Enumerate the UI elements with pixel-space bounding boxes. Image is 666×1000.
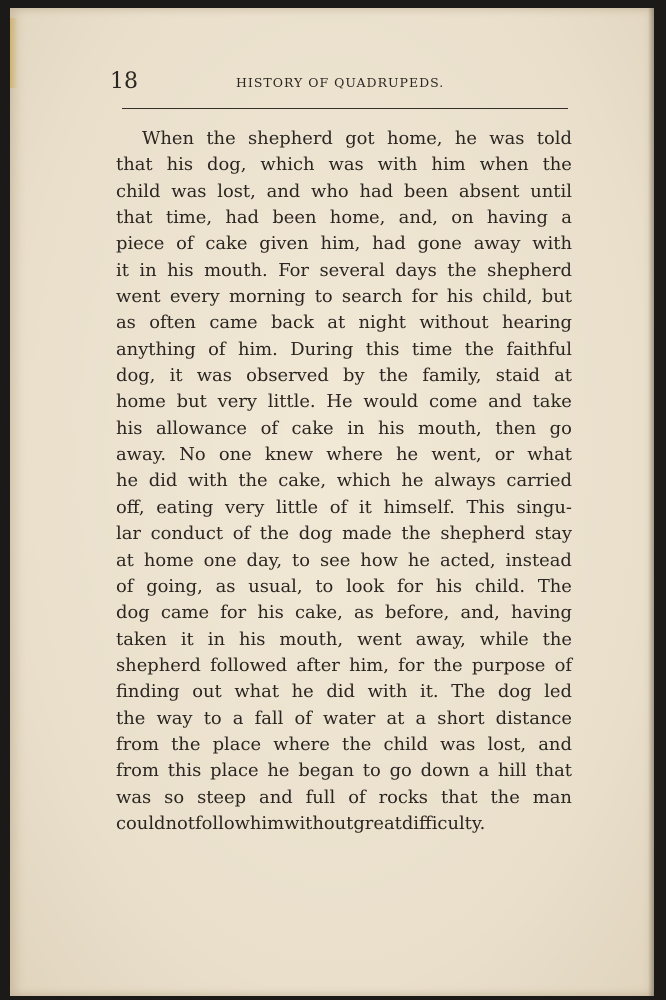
text-word: He bbox=[326, 391, 353, 413]
text-word: child, bbox=[482, 286, 533, 308]
text-word: time, bbox=[165, 207, 213, 229]
text-word: carried bbox=[506, 470, 572, 492]
text-line bbox=[116, 758, 572, 784]
text-word: and bbox=[538, 733, 572, 755]
text-line bbox=[116, 548, 572, 574]
text-word: the bbox=[342, 733, 372, 755]
text-word: where bbox=[326, 444, 383, 466]
text-word: then bbox=[495, 417, 537, 439]
text-word: before, bbox=[385, 602, 450, 624]
page-number: 18 bbox=[110, 69, 138, 94]
text-word: went bbox=[116, 286, 161, 308]
text-word: that bbox=[440, 786, 478, 808]
text-word: place bbox=[212, 733, 262, 755]
text-word: that bbox=[535, 760, 572, 782]
text-word: in bbox=[139, 259, 157, 281]
text-word: away. bbox=[116, 444, 167, 466]
text-word: every bbox=[169, 286, 220, 308]
text-word: look bbox=[346, 575, 385, 597]
text-word: what bbox=[234, 681, 280, 703]
text-word: shepherd bbox=[487, 259, 572, 281]
text-word: off, bbox=[116, 496, 145, 518]
text-word: without bbox=[419, 312, 489, 334]
text-word: the bbox=[116, 707, 146, 729]
text-word: him. bbox=[237, 338, 278, 360]
text-word: made bbox=[342, 523, 392, 545]
text-word: the bbox=[433, 654, 463, 676]
text-word: for bbox=[220, 602, 247, 624]
text-word: short bbox=[437, 707, 485, 729]
text-word: finding bbox=[116, 681, 180, 703]
text-line bbox=[116, 785, 572, 811]
text-word: it. bbox=[419, 681, 439, 703]
text-word: one bbox=[203, 549, 237, 571]
text-word: mouth, bbox=[418, 417, 482, 439]
text-word: dog bbox=[497, 681, 532, 703]
text-line bbox=[116, 732, 572, 758]
text-word: cake, bbox=[278, 470, 327, 492]
text-word: home, bbox=[329, 207, 386, 229]
text-word: it bbox=[116, 259, 129, 281]
text-line bbox=[116, 468, 572, 494]
text-word: go bbox=[549, 417, 572, 439]
text-word: could bbox=[116, 812, 166, 834]
text-word: the bbox=[464, 338, 494, 360]
text-word: lar bbox=[116, 523, 141, 545]
text-word: When bbox=[142, 128, 195, 149]
text-word: with bbox=[532, 233, 572, 255]
text-word: of bbox=[232, 523, 251, 545]
text-word: was bbox=[328, 154, 364, 176]
text-word: little. bbox=[267, 391, 316, 413]
body-text bbox=[116, 126, 572, 837]
text-word: staid bbox=[495, 365, 540, 387]
text-word: This bbox=[466, 496, 505, 518]
text-word: of bbox=[116, 575, 134, 597]
text-word: difficulty. bbox=[401, 812, 486, 834]
text-word: back bbox=[270, 312, 314, 334]
text-word: dog, bbox=[207, 154, 247, 176]
text-word: the bbox=[542, 154, 572, 176]
text-word: singu- bbox=[516, 496, 572, 518]
text-word: During bbox=[290, 338, 354, 360]
text-word: often bbox=[149, 312, 196, 334]
text-word: fall bbox=[254, 707, 284, 729]
text-word: a bbox=[561, 207, 572, 229]
text-word: to bbox=[203, 707, 222, 729]
text-word: home bbox=[116, 391, 166, 413]
text-word: purpose bbox=[471, 654, 546, 676]
text-word: water bbox=[323, 707, 376, 729]
text-word: and bbox=[266, 180, 301, 202]
text-word: of bbox=[329, 496, 348, 518]
text-word: his bbox=[435, 575, 463, 597]
text-word: had bbox=[359, 180, 394, 202]
text-word: of bbox=[208, 338, 226, 360]
text-word: steep bbox=[197, 786, 247, 808]
text-word: when bbox=[479, 154, 529, 176]
text-word: but bbox=[176, 391, 207, 413]
text-word: him bbox=[249, 812, 285, 834]
text-word: of bbox=[348, 786, 366, 808]
text-word: it bbox=[358, 496, 372, 518]
text-line bbox=[116, 179, 572, 205]
text-word: observed bbox=[246, 365, 329, 387]
text-word: came bbox=[209, 312, 258, 334]
text-word: followed bbox=[210, 654, 288, 676]
text-word: very bbox=[224, 496, 265, 518]
text-word: going, bbox=[146, 575, 203, 597]
text-word: great bbox=[353, 812, 402, 834]
text-word: the bbox=[238, 470, 268, 492]
text-word: allowance bbox=[156, 417, 247, 439]
text-line bbox=[116, 284, 572, 310]
text-word: a bbox=[415, 707, 427, 729]
text-word: a bbox=[232, 707, 244, 729]
text-word: he bbox=[407, 549, 430, 571]
text-word: or bbox=[494, 444, 515, 466]
header-rule bbox=[122, 108, 568, 109]
text-word: his bbox=[166, 154, 194, 176]
text-word: away bbox=[473, 233, 521, 255]
text-word: of bbox=[554, 654, 572, 676]
text-line bbox=[116, 574, 572, 600]
text-word: to bbox=[314, 286, 333, 308]
text-word: For bbox=[278, 259, 309, 281]
text-word: The bbox=[537, 575, 572, 597]
text-word: he bbox=[291, 681, 314, 703]
text-word: him, bbox=[320, 233, 361, 255]
text-word: did bbox=[326, 681, 355, 703]
text-word: morning bbox=[228, 286, 306, 308]
text-word: child. bbox=[474, 575, 526, 597]
text-word: without bbox=[284, 812, 354, 834]
text-word: The bbox=[451, 681, 486, 703]
text-word: taken bbox=[116, 628, 167, 650]
text-word: given bbox=[259, 233, 309, 255]
text-word: was bbox=[171, 180, 207, 202]
text-word: been bbox=[272, 207, 317, 229]
text-word: his bbox=[378, 417, 405, 439]
text-word: the bbox=[542, 628, 572, 650]
text-line bbox=[116, 310, 572, 336]
text-line bbox=[116, 205, 572, 231]
text-line bbox=[116, 521, 572, 547]
text-word: dog bbox=[116, 602, 150, 624]
text-word: day, bbox=[246, 549, 283, 571]
text-word: was bbox=[440, 733, 476, 755]
text-word: several bbox=[319, 259, 385, 281]
text-word: usual, bbox=[248, 575, 303, 597]
text-line bbox=[116, 389, 572, 415]
text-word: search bbox=[341, 286, 403, 308]
text-word: that bbox=[116, 207, 153, 229]
text-word: see bbox=[319, 549, 351, 571]
text-word: as bbox=[215, 575, 236, 597]
text-word: the bbox=[401, 523, 431, 545]
text-word: began bbox=[298, 760, 354, 782]
text-word: go bbox=[389, 760, 412, 782]
text-word: with bbox=[377, 154, 418, 176]
text-word: cake bbox=[291, 417, 334, 439]
text-word: was bbox=[116, 786, 152, 808]
text-word: at bbox=[327, 312, 346, 334]
text-word: stay bbox=[534, 523, 572, 545]
text-word: the bbox=[490, 786, 520, 808]
text-word: family, bbox=[422, 365, 482, 387]
text-word: the bbox=[259, 523, 290, 545]
text-word: went bbox=[357, 628, 402, 650]
text-word: and, bbox=[398, 207, 438, 229]
book-page bbox=[10, 8, 654, 996]
text-word: his bbox=[116, 417, 143, 439]
text-word: faithful bbox=[506, 338, 572, 360]
text-word: his bbox=[167, 259, 194, 281]
text-word: cake, bbox=[295, 602, 343, 624]
text-word: home bbox=[143, 549, 194, 571]
text-word: he bbox=[396, 444, 419, 466]
text-word: child bbox=[383, 733, 428, 755]
text-line bbox=[116, 706, 572, 732]
text-word: he bbox=[401, 470, 424, 492]
text-word: from bbox=[116, 760, 159, 782]
text-word: away, bbox=[415, 628, 466, 650]
text-word: it bbox=[169, 365, 183, 387]
text-word: to bbox=[292, 549, 310, 571]
text-word: him bbox=[431, 154, 466, 176]
text-word: to bbox=[362, 760, 381, 782]
text-word: conduct bbox=[150, 523, 224, 545]
text-word: in bbox=[207, 628, 225, 650]
text-line bbox=[116, 679, 572, 705]
text-word: got bbox=[345, 128, 375, 149]
text-word: him, bbox=[349, 654, 389, 676]
text-word: was bbox=[489, 128, 525, 149]
text-word: the bbox=[206, 128, 236, 149]
text-word: where bbox=[273, 733, 330, 755]
text-word: which bbox=[260, 154, 315, 176]
text-word: came bbox=[160, 602, 210, 624]
text-word: he bbox=[267, 760, 290, 782]
text-word: the bbox=[447, 259, 477, 281]
text-line bbox=[116, 653, 572, 679]
text-word: was bbox=[196, 365, 232, 387]
text-word: days bbox=[395, 259, 437, 281]
text-word: led bbox=[544, 681, 572, 703]
text-word: rocks bbox=[378, 786, 428, 808]
text-line bbox=[116, 495, 572, 521]
text-word: for bbox=[398, 654, 425, 676]
text-word: at bbox=[554, 365, 572, 387]
text-word: cake bbox=[205, 233, 248, 255]
text-line bbox=[116, 258, 572, 284]
text-word: with bbox=[187, 470, 228, 492]
text-word: told bbox=[536, 128, 572, 149]
text-line bbox=[116, 126, 572, 152]
text-word: little bbox=[276, 496, 319, 518]
text-word: No bbox=[179, 444, 206, 466]
text-word: out bbox=[192, 681, 222, 703]
text-word: with bbox=[367, 681, 408, 703]
text-word: at bbox=[116, 549, 134, 571]
text-word: man bbox=[532, 786, 572, 808]
text-word: had bbox=[372, 233, 406, 255]
text-word: for bbox=[411, 286, 438, 308]
text-line bbox=[116, 152, 572, 178]
text-word: which bbox=[336, 470, 391, 492]
text-word: full bbox=[305, 786, 336, 808]
text-word: a bbox=[478, 760, 490, 782]
text-word: take bbox=[532, 391, 572, 413]
text-word: his bbox=[257, 602, 284, 624]
text-line bbox=[116, 363, 572, 389]
text-word: the bbox=[171, 733, 201, 755]
text-word: piece bbox=[116, 233, 165, 255]
text-word: as bbox=[116, 312, 136, 334]
text-word: knew bbox=[264, 444, 314, 466]
text-word: as bbox=[354, 602, 374, 624]
text-word: by bbox=[343, 365, 365, 387]
text-word: night bbox=[358, 312, 406, 334]
text-word: would bbox=[363, 391, 419, 413]
text-word: very bbox=[217, 391, 257, 413]
text-word: his bbox=[446, 286, 474, 308]
text-line bbox=[116, 416, 572, 442]
text-line bbox=[116, 337, 572, 363]
text-word: one bbox=[218, 444, 252, 466]
text-word: of bbox=[294, 707, 312, 729]
gutter-stain bbox=[10, 18, 18, 88]
text-word: eating bbox=[156, 496, 214, 518]
text-word: and, bbox=[460, 602, 500, 624]
text-word: in bbox=[347, 417, 365, 439]
text-word: did bbox=[148, 470, 178, 492]
text-word: dog, bbox=[116, 365, 156, 387]
text-word: himself. bbox=[383, 496, 455, 518]
text-word: dog bbox=[298, 523, 333, 545]
text-word: of bbox=[260, 417, 278, 439]
text-word: what bbox=[527, 444, 572, 466]
text-word: place bbox=[210, 760, 259, 782]
text-line bbox=[116, 442, 572, 468]
text-word: absent bbox=[458, 180, 520, 202]
text-word: for bbox=[396, 575, 423, 597]
text-word: follow bbox=[194, 812, 250, 834]
text-word: hearing bbox=[501, 312, 572, 334]
text-word: who bbox=[311, 180, 349, 202]
text-word: always bbox=[434, 470, 496, 492]
text-word: how bbox=[360, 549, 398, 571]
text-word: down bbox=[420, 760, 470, 782]
text-word: he bbox=[454, 128, 477, 149]
text-word: mouth, bbox=[279, 628, 344, 650]
text-word: from bbox=[116, 733, 159, 755]
text-word: until bbox=[530, 180, 572, 202]
page-edge-shadow bbox=[648, 8, 654, 996]
text-word: hill bbox=[497, 760, 527, 782]
text-word: but bbox=[541, 286, 572, 308]
text-word: having bbox=[510, 602, 572, 624]
text-word: lost, bbox=[217, 180, 256, 202]
text-word: child bbox=[116, 180, 161, 202]
text-word: instead bbox=[505, 549, 572, 571]
text-word: time bbox=[411, 338, 453, 360]
text-word: went, bbox=[431, 444, 482, 466]
text-word: so bbox=[164, 786, 185, 808]
text-word: and bbox=[259, 786, 293, 808]
text-word: been bbox=[403, 180, 449, 202]
text-word: this bbox=[167, 760, 202, 782]
text-word: lost, bbox=[487, 733, 527, 755]
text-word: shepherd bbox=[116, 654, 201, 676]
text-word: not bbox=[165, 812, 195, 834]
text-line bbox=[116, 627, 572, 653]
text-word: and bbox=[488, 391, 522, 413]
text-word: that bbox=[116, 154, 153, 176]
text-word: way bbox=[156, 707, 193, 729]
text-line bbox=[116, 231, 572, 257]
text-word: it bbox=[180, 628, 194, 650]
text-word: he bbox=[116, 470, 139, 492]
text-word: shepherd bbox=[248, 128, 333, 149]
text-word: come bbox=[429, 391, 478, 413]
text-word: anything bbox=[116, 338, 196, 360]
text-word: to bbox=[315, 575, 334, 597]
text-word: of bbox=[176, 233, 194, 255]
text-line bbox=[116, 600, 572, 626]
text-word: this bbox=[365, 338, 400, 360]
text-word: acted, bbox=[439, 549, 496, 571]
text-word: gone bbox=[417, 233, 462, 255]
text-word: while bbox=[479, 628, 529, 650]
text-line bbox=[116, 811, 572, 837]
text-word: after bbox=[296, 654, 340, 676]
text-word: home, bbox=[386, 128, 443, 149]
text-word: had bbox=[225, 207, 260, 229]
text-word: mouth. bbox=[204, 259, 268, 281]
text-word: on bbox=[451, 207, 474, 229]
running-title: HISTORY OF QUADRUPEDS. bbox=[236, 75, 445, 90]
text-word: having bbox=[486, 207, 548, 229]
page-header bbox=[110, 68, 570, 98]
text-word: his bbox=[238, 628, 266, 650]
text-word: shepherd bbox=[440, 523, 526, 545]
text-word: at bbox=[386, 707, 405, 729]
text-word: the bbox=[378, 365, 409, 387]
text-word: distance bbox=[495, 707, 572, 729]
